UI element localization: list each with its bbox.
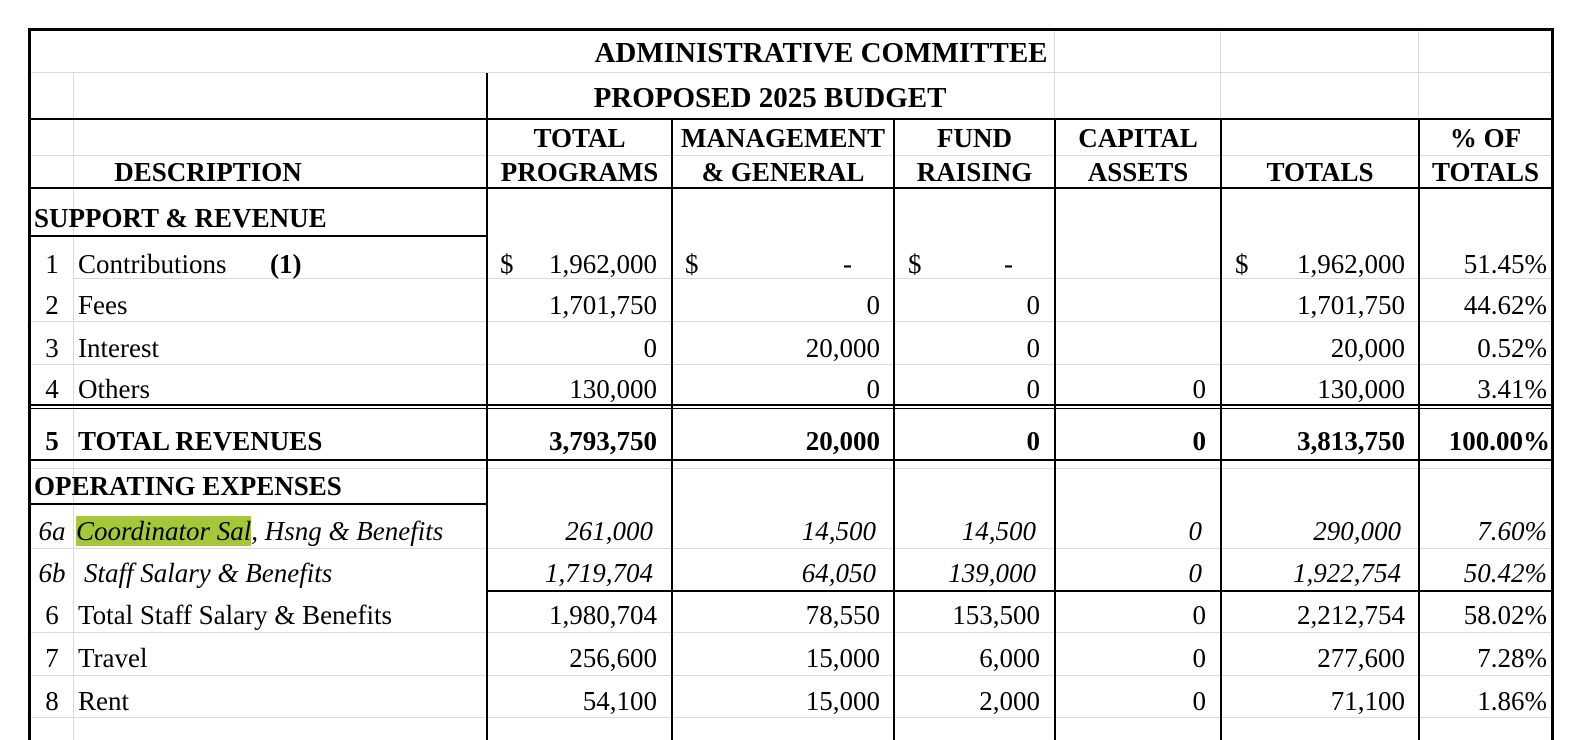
cell-management: 64,050 <box>801 558 876 588</box>
cell-programs: 256,600 <box>569 643 657 673</box>
cell-capital: 0 <box>1192 374 1206 404</box>
cell-pct: 58.02% <box>1463 600 1547 630</box>
header-pct-line2: TOTALS <box>1431 157 1540 187</box>
cell-management: 15,000 <box>805 643 880 673</box>
cell-pct: 100.00% <box>1448 426 1550 456</box>
header-bottom-rule <box>28 187 1554 189</box>
cell-pct: 50.42% <box>1463 558 1547 588</box>
section-rule <box>28 503 487 505</box>
cell-totals: 277,600 <box>1317 643 1405 673</box>
cell-management: 78,550 <box>805 600 880 630</box>
section-support-revenue: SUPPORT & REVENUE <box>34 203 327 233</box>
cell-programs: 1,701,750 <box>549 290 657 320</box>
gridline <box>30 675 1552 676</box>
total-revenue-rule-bottom <box>28 459 1554 461</box>
cell-programs: 1,962,000 <box>549 249 657 279</box>
cell-fundraising: 0 <box>1026 333 1040 363</box>
cell-totals: 1,962,000 <box>1297 249 1405 279</box>
cell-pct: 44.62% <box>1463 290 1547 320</box>
table-border-top <box>28 28 1554 31</box>
header-pct-line1: % OF <box>1449 123 1522 153</box>
row-number: 3 <box>45 333 59 363</box>
cell-management: 0 <box>866 290 880 320</box>
gridline <box>1418 30 1419 120</box>
cell-totals: 130,000 <box>1317 374 1405 404</box>
row-number: 2 <box>45 290 59 320</box>
gridline <box>30 717 1552 718</box>
cell-capital: 0 <box>1192 426 1206 456</box>
cell-programs: 0 <box>643 333 657 363</box>
header-capital-line2: ASSETS <box>1087 157 1189 187</box>
gridline <box>30 364 1552 365</box>
cell-totals: 1,701,750 <box>1297 290 1405 320</box>
gridline <box>30 468 1552 469</box>
cell-fundraising: 0 <box>1026 374 1040 404</box>
cell-capital: 0 <box>1188 558 1202 588</box>
cell-fundraising: 153,500 <box>952 600 1040 630</box>
cell-programs: 130,000 <box>569 374 657 404</box>
gridline <box>30 321 1552 322</box>
cell-programs: 54,100 <box>582 686 657 716</box>
gridline <box>30 72 1552 73</box>
row-number: 6 <box>45 600 59 630</box>
row-number: 6b <box>38 558 66 588</box>
header-description: DESCRIPTION <box>114 157 302 187</box>
section-rule <box>28 235 487 237</box>
row-number: 8 <box>45 686 59 716</box>
cell-fundraising: 0 <box>1026 290 1040 320</box>
cell-fundraising: 139,000 <box>948 558 1036 588</box>
cell-management: 14,500 <box>801 516 876 546</box>
header-capital-line1: CAPITAL <box>1078 123 1198 153</box>
total-revenue-rule-top <box>28 404 1554 406</box>
gridline <box>1220 30 1221 120</box>
cell-management: - <box>843 249 852 279</box>
currency-symbol: $ <box>685 249 699 279</box>
row-footnote: (1) <box>270 249 302 279</box>
cell-totals: 71,100 <box>1330 686 1405 716</box>
row-description: Fees <box>78 290 128 320</box>
currency-symbol: $ <box>908 249 922 279</box>
cell-fundraising: 2,000 <box>979 686 1040 716</box>
cell-totals: 3,813,750 <box>1297 426 1405 456</box>
report-subtitle: PROPOSED 2025 BUDGET <box>593 82 947 114</box>
row-description: Rent <box>78 686 129 716</box>
header-management-line1: MANAGEMENT <box>681 123 885 153</box>
highlighted-text: Coordinator Sal <box>76 516 252 546</box>
cell-fundraising: 14,500 <box>961 516 1036 546</box>
cell-fundraising: - <box>1004 249 1013 279</box>
row-number: 4 <box>45 374 59 404</box>
header-totals: TOTALS <box>1266 157 1374 187</box>
header-programs-line2: PROGRAMS <box>500 157 659 187</box>
row-description: TOTAL REVENUES <box>78 426 323 456</box>
cell-pct: 7.60% <box>1477 516 1547 546</box>
cell-programs: 1,719,704 <box>545 558 653 588</box>
cell-capital: 0 <box>1192 686 1206 716</box>
row-description: Total Staff Salary & Benefits <box>78 600 393 630</box>
row-description: Staff Salary & Benefits <box>84 558 333 588</box>
header-top-rule <box>28 118 1554 120</box>
cell-management: 20,000 <box>805 426 880 456</box>
cell-management: 0 <box>866 374 880 404</box>
row-number: 5 <box>45 426 59 456</box>
cell-pct: 3.41% <box>1477 374 1547 404</box>
cell-capital: 0 <box>1188 516 1202 546</box>
cell-totals: 290,000 <box>1313 516 1401 546</box>
section-operating-expenses: OPERATING EXPENSES <box>34 471 342 501</box>
subtotal-rule <box>486 590 1554 592</box>
header-fundraising-line2: RAISING <box>916 157 1033 187</box>
row-description: Travel <box>78 643 148 673</box>
currency-symbol: $ <box>1235 249 1249 279</box>
cell-totals: 20,000 <box>1330 333 1405 363</box>
cell-management: 15,000 <box>805 686 880 716</box>
table-border-right <box>1551 28 1554 740</box>
cell-pct: 1.86% <box>1477 686 1547 716</box>
header-fundraising-line1: FUND <box>937 123 1012 153</box>
cell-programs: 1,980,704 <box>549 600 657 630</box>
cell-pct: 51.45% <box>1463 249 1547 279</box>
row-description: Others <box>78 374 150 404</box>
cell-capital: 0 <box>1192 600 1206 630</box>
report-title: ADMINISTRATIVE COMMITTEE <box>594 37 1048 69</box>
row-description: Contributions <box>78 249 227 279</box>
cell-programs: 261,000 <box>565 516 653 546</box>
row-number: 6a <box>38 516 66 546</box>
total-revenue-rule-top2 <box>28 408 1554 409</box>
row-description-rest: , Hsng & Benefits <box>251 516 444 546</box>
row-description <box>76 516 443 546</box>
row-description: Interest <box>78 333 159 363</box>
cell-totals: 1,922,754 <box>1293 558 1401 588</box>
row-number: 7 <box>45 643 59 673</box>
cell-totals: 2,212,754 <box>1297 600 1405 630</box>
gridline <box>30 548 1552 549</box>
row-number: 1 <box>45 249 59 279</box>
cell-fundraising: 0 <box>1026 426 1040 456</box>
header-management-line2: & GENERAL <box>701 157 865 187</box>
gridline <box>30 632 1552 633</box>
cell-pct: 7.28% <box>1477 643 1547 673</box>
gridline <box>30 155 1552 156</box>
header-programs-line1: TOTAL <box>533 123 626 153</box>
cell-capital: 0 <box>1192 643 1206 673</box>
cell-management: 20,000 <box>805 333 880 363</box>
cell-fundraising: 6,000 <box>979 643 1040 673</box>
cell-programs: 3,793,750 <box>549 426 657 456</box>
cell-pct: 0.52% <box>1477 333 1547 363</box>
currency-symbol: $ <box>500 249 514 279</box>
